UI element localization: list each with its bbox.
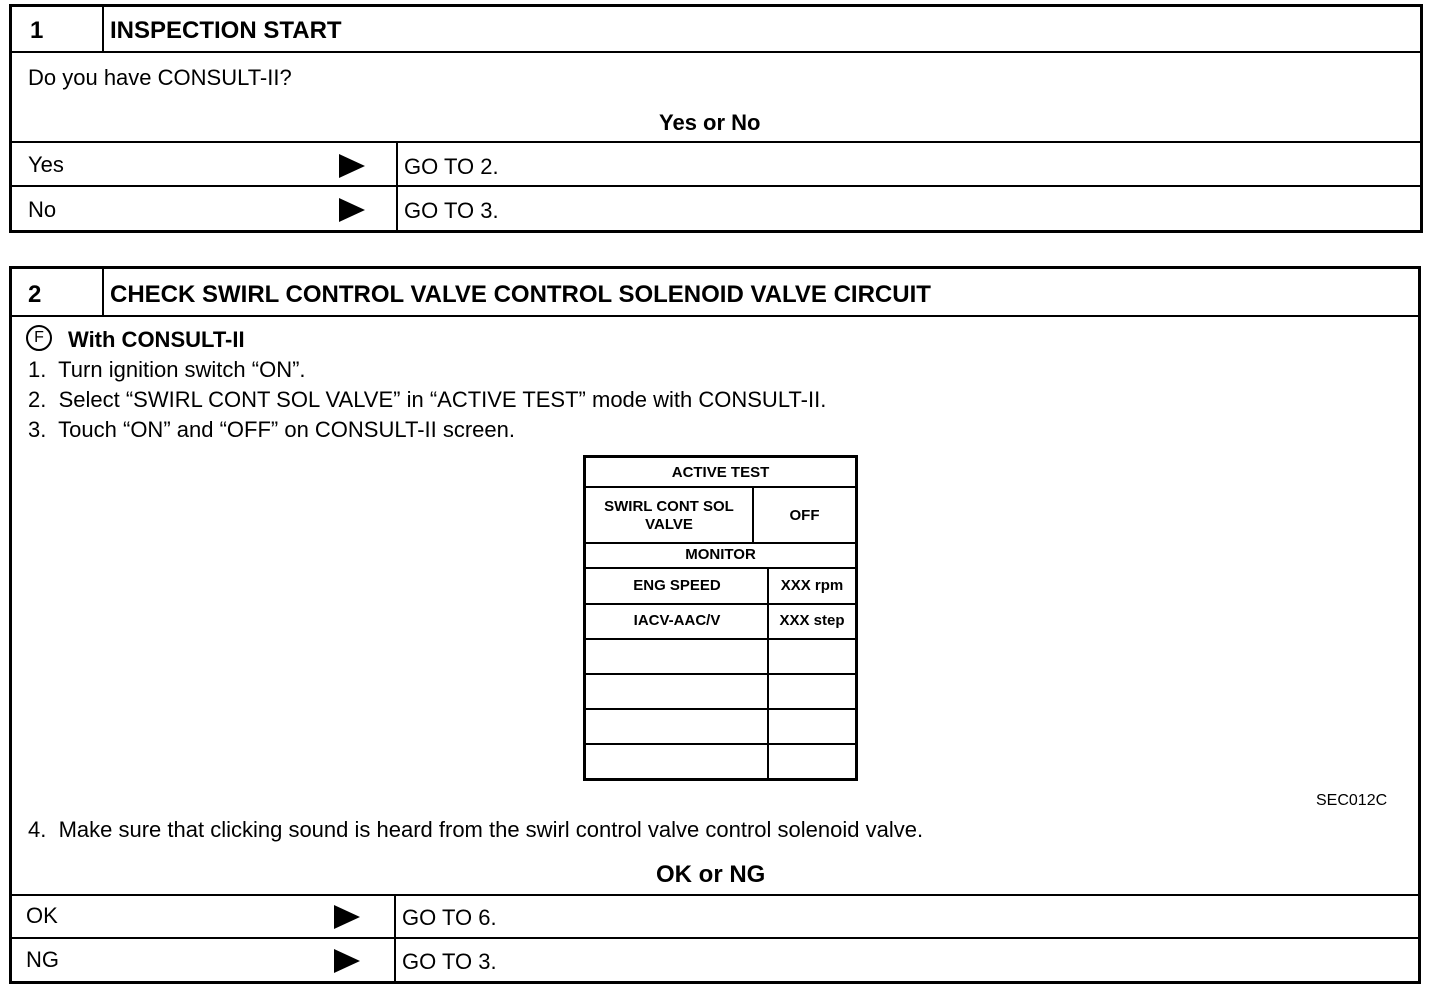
divider bbox=[586, 708, 855, 710]
screen-item-value: OFF bbox=[789, 507, 820, 524]
step2-title: CHECK SWIRL CONTROL VALVE CONTROL SOLENOID VALVE CIRCUIT bbox=[110, 281, 931, 308]
monitor-row-name: ENG SPEED bbox=[633, 577, 721, 594]
screen-header: ACTIVE TEST bbox=[671, 464, 770, 481]
divider bbox=[586, 743, 855, 745]
outcome-no-label: No bbox=[28, 197, 57, 222]
procedure-step-2: 2. Select “SWIRL CONT SOL VALVE” in “ACTIVE TEST” mode with CONSULT-II. bbox=[28, 387, 827, 412]
procedure-step-3: 3. Touch “ON” and “OFF” on CONSULT-II screen. bbox=[28, 417, 515, 442]
divider bbox=[586, 486, 855, 488]
step1-number-divider bbox=[102, 7, 104, 51]
divider bbox=[12, 185, 1420, 187]
divider bbox=[586, 603, 855, 605]
procedure-step-4: 4. Make sure that clicking sound is heard from the swirl control valve control solenoid valve. bbox=[28, 817, 924, 842]
screen-item-name-line2: VALVE bbox=[645, 516, 693, 533]
outcome-divider bbox=[394, 894, 396, 984]
monitor-row-value: XXX step bbox=[779, 612, 845, 629]
arrow-right-icon bbox=[334, 905, 360, 929]
outcome-no-action: GO TO 3. bbox=[404, 198, 499, 223]
with-consult-heading: With CONSULT-II bbox=[68, 327, 245, 352]
step1-question: Do you have CONSULT-II? bbox=[28, 65, 292, 90]
outcome-ok-label: OK bbox=[26, 903, 58, 928]
arrow-right-icon bbox=[334, 949, 360, 973]
outcome-divider bbox=[396, 141, 398, 233]
divider bbox=[12, 937, 1418, 939]
outcome-yes-action: GO TO 2. bbox=[404, 154, 499, 179]
arrow-right-icon bbox=[339, 154, 365, 178]
outcome-ng-action: GO TO 3. bbox=[402, 949, 497, 974]
procedure-step-1: 1. Turn ignition switch “ON”. bbox=[28, 357, 306, 382]
outcome-ok-action: GO TO 6. bbox=[402, 905, 497, 930]
consult-screen-figure bbox=[583, 455, 858, 781]
divider bbox=[586, 567, 855, 569]
step1-box bbox=[9, 4, 1423, 233]
consult-f-icon: F bbox=[26, 325, 52, 351]
step2-number-divider bbox=[102, 269, 104, 315]
divider bbox=[12, 141, 1420, 143]
divider bbox=[12, 51, 1420, 53]
outcome-yes-label: Yes bbox=[28, 152, 64, 177]
step1-choice-heading: Yes or No bbox=[659, 110, 761, 135]
screen-item-name-line1: SWIRL CONT SOL bbox=[604, 498, 734, 515]
divider bbox=[767, 567, 769, 778]
divider bbox=[586, 542, 855, 544]
divider bbox=[12, 894, 1418, 896]
step1-title: INSPECTION START bbox=[110, 17, 342, 44]
divider bbox=[586, 673, 855, 675]
arrow-right-icon bbox=[339, 198, 365, 222]
divider bbox=[586, 638, 855, 640]
figure-code: SEC012C bbox=[1316, 792, 1388, 809]
divider bbox=[12, 315, 1418, 317]
outcome-ng-label: NG bbox=[26, 947, 59, 972]
step2-choice-heading: OK or NG bbox=[656, 861, 766, 888]
screen-monitor-label: MONITOR bbox=[685, 546, 756, 563]
monitor-row-name: IACV-AAC/V bbox=[633, 612, 721, 629]
step2-number: 2 bbox=[28, 281, 42, 308]
monitor-row-value: XXX rpm bbox=[780, 577, 844, 594]
step1-number: 1 bbox=[30, 17, 44, 44]
